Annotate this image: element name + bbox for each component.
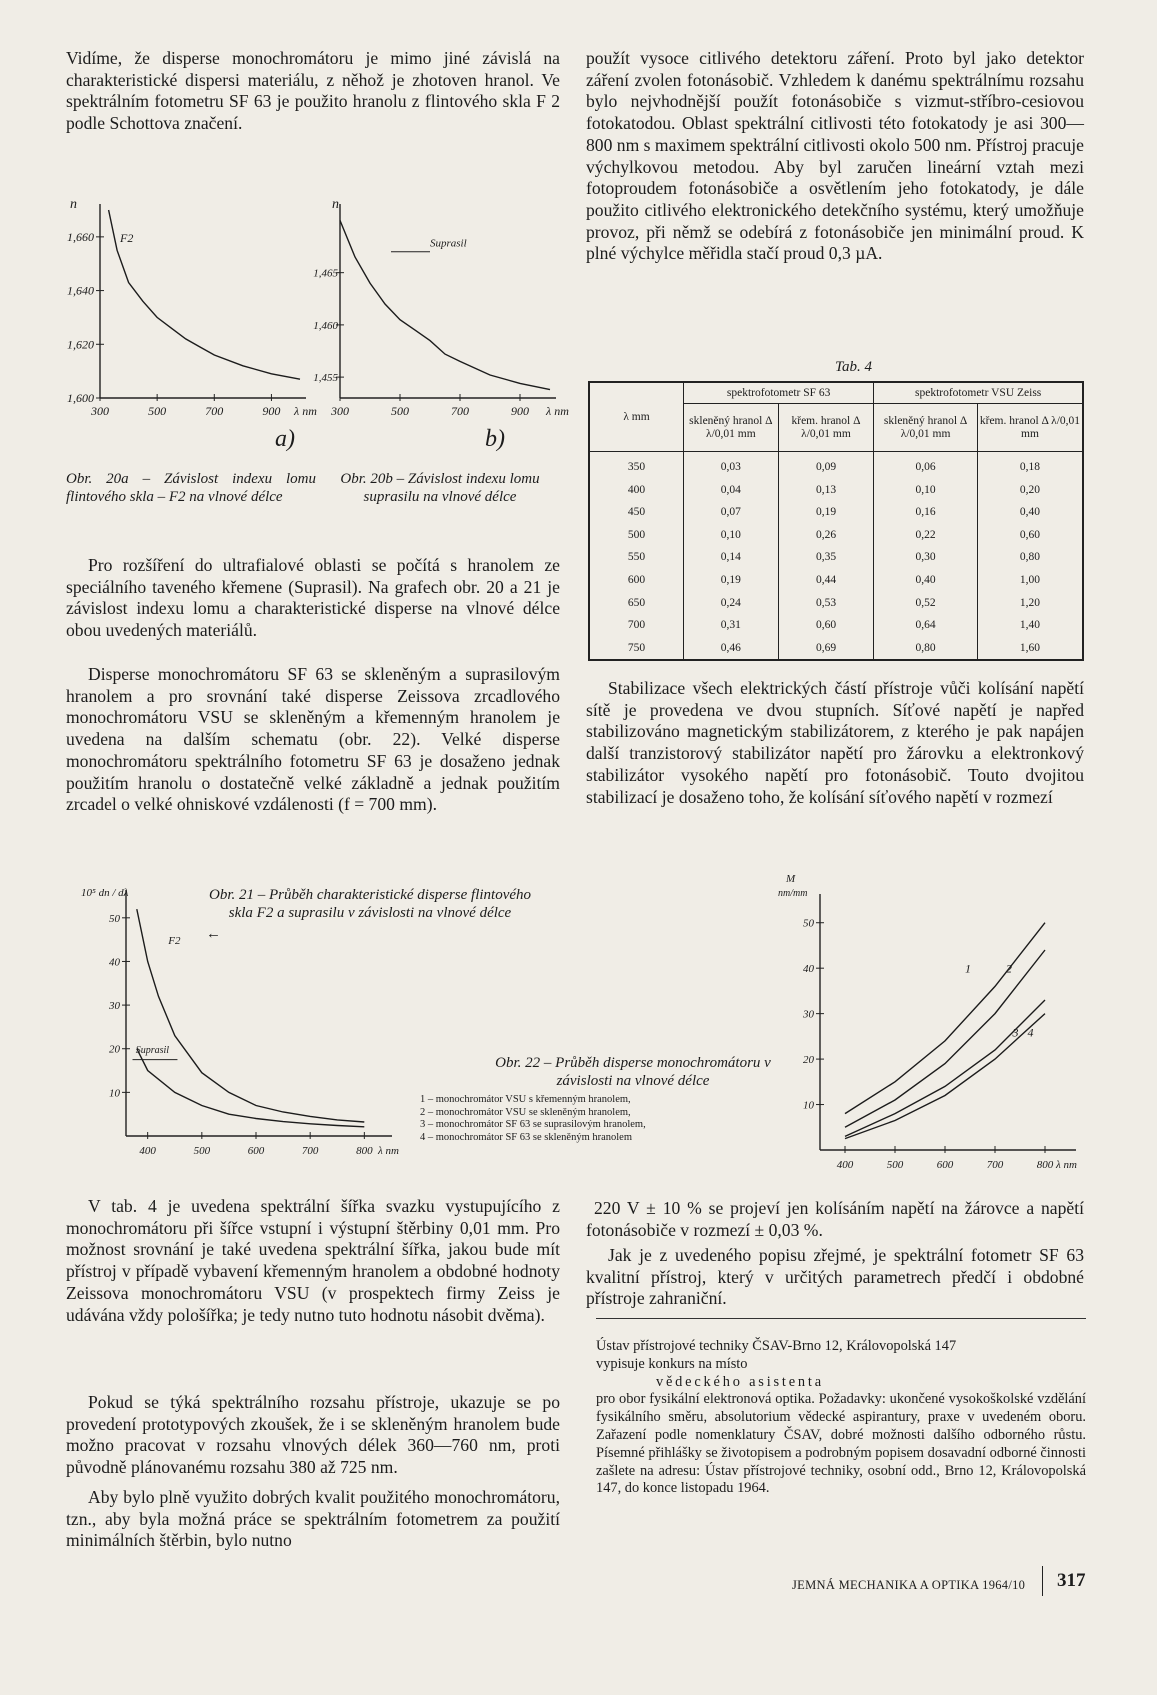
x-tick-label: 800 bbox=[356, 1145, 373, 1157]
table-title: Tab. 4 bbox=[835, 359, 872, 375]
curve-label: 1 bbox=[965, 961, 971, 976]
table-cell: 0,16 bbox=[874, 501, 978, 524]
table-cell: 0,46 bbox=[684, 637, 779, 661]
table-cell: 0,60 bbox=[778, 614, 874, 637]
figure-20b bbox=[300, 190, 580, 452]
series-label: Suprasil bbox=[430, 237, 467, 250]
table-cell: 0,06 bbox=[874, 452, 978, 479]
table-cell: 0,19 bbox=[684, 569, 779, 592]
table-cell: 700 bbox=[589, 614, 684, 637]
x-tick-label: 400 bbox=[139, 1145, 156, 1157]
y-tick-label: 1,620 bbox=[67, 337, 94, 352]
x-tick-label: 800 bbox=[1036, 1159, 1054, 1171]
table-cell: 0,22 bbox=[874, 524, 978, 547]
notice-body: pro obor fysikální elektronová optika. Požadavky: ukončené vysokoškolské vzdělání fysikálního směru, absolutorium vědecké aspirantury, praxe v uvedeném oboru. Zařazení podle nomenklatury ČSAV, dobré možnosti dalšího odborného růstu. Písemné přihlášky se životopisem a podrobným popisem dosavadní odborné činnosti zašlete na adresu: Ústav přístrojové techniky, osobní odd., Brno 12, Královopolská 147, do konce listopadu 1964. bbox=[596, 1391, 1086, 1497]
table-group-vsu: spektrofotometr VSU Zeiss bbox=[874, 382, 1083, 404]
caption-22: Obr. 22 – Průběh disperse monochromátoru v závislosti na vlnové délce bbox=[495, 1055, 771, 1089]
caption-20a: Obr. 20a – Závislost indexu lomu flintového skla – F2 na vlnové délce bbox=[66, 471, 316, 505]
table-cell: 0,60 bbox=[977, 524, 1083, 547]
y-tick-label: 20 bbox=[803, 1054, 814, 1067]
table-cell: 0,13 bbox=[778, 479, 874, 502]
table-cell: 0,69 bbox=[778, 637, 874, 661]
panel-label: b) bbox=[485, 426, 505, 452]
table-cell: 0,40 bbox=[977, 501, 1083, 524]
table-row bbox=[589, 637, 1083, 661]
curve-label: 2 bbox=[1006, 961, 1012, 976]
table-cell: 0,20 bbox=[977, 479, 1083, 502]
x-tick-label: 700 bbox=[451, 404, 469, 418]
y-axis-label: 10⁵ dn / dλ bbox=[81, 887, 129, 899]
table-header: skleněný hranol Δ λ/0,01 mm bbox=[874, 404, 978, 452]
table-header-lambda: λ mm bbox=[589, 382, 684, 452]
y-tick-label: 40 bbox=[803, 963, 814, 976]
table-cell: 0,18 bbox=[977, 452, 1083, 479]
table-row bbox=[589, 501, 1083, 524]
paragraph-detector: použít vysoce citlivého detektoru záření. Proto byl jako detektor záření zvolen fotonásobič. Vzhledem k danému spektrálnímu rozsahu bylo nejvhodnější použít fotonásobiče s vizmut-stříbro-cesiovou fotokatodou. Oblast spektrální citlivosti této fotokatody je asi 300—800 nm s maximem spektrální citlivosti okolo 500 nm. Přístroj pracuje výchylkovou metodou. Aby byl zaručen lineární vztah mezi fotoproudem fotonásobiče a osvětlením jeho fotokatody, je dále použito citlivého elektronického detekčního systému, který umožňuje provoz, při němž se odebírá z fotonásobiče jen minimální proud. K plné výchylce měřidla stačí proud 0,3 µA. bbox=[586, 48, 1084, 264]
y-tick-label: 40 bbox=[109, 956, 120, 969]
table-cell: 0,44 bbox=[778, 569, 874, 592]
x-tick-label: 300 bbox=[91, 404, 109, 418]
table-cell: 0,64 bbox=[874, 614, 978, 637]
paragraph-range: Pokud se týká spektrálního rozsahu přístroje, ukazuje se po provedení prototypových zkoušek, že i se skleněným hranolem bude možno pracovat v rozsahu vlnových délek 360—760 nm, proti původně plánovanému rozsahu 380 až 725 nm. bbox=[66, 1392, 560, 1478]
x-tick-label: 700 bbox=[301, 1145, 319, 1157]
suprasil-curve bbox=[137, 1049, 364, 1127]
paragraph-intro: Vidíme, že disperse monochromátoru je mimo jiné závislá na charakteristické dispersi materiálu, z něhož je zhotoven hranol. Ve spektrálním fotometru SF 63 je použito hranolu z flintového skla F 2 podle Schottova značení. bbox=[66, 48, 560, 134]
panel-label: a) bbox=[275, 426, 295, 452]
table-cell: 0,24 bbox=[684, 592, 779, 615]
legend-item: 1 – monochromátor VSU s křemenným hranolem, bbox=[420, 1094, 631, 1105]
table-cell: 0,07 bbox=[684, 501, 779, 524]
x-tick-label: 600 bbox=[936, 1159, 954, 1171]
y-tick-label: 50 bbox=[109, 912, 120, 925]
table-cell: 0,03 bbox=[684, 452, 779, 479]
x-tick-label: 300 bbox=[331, 404, 349, 418]
footer-journal: JEMNÁ MECHANIKA A OPTIKA 1964/10 bbox=[792, 1578, 1026, 1592]
table-cell: 0,80 bbox=[977, 546, 1083, 569]
table-group-sf63: spektrofotometr SF 63 bbox=[684, 382, 874, 404]
y-tick-label: 1,460 bbox=[313, 319, 338, 332]
table-4 bbox=[588, 381, 1084, 661]
table-row bbox=[589, 614, 1083, 637]
footer-separator bbox=[1042, 1566, 1043, 1596]
y-tick-label: 30 bbox=[109, 1000, 120, 1013]
table-cell: 0,52 bbox=[874, 592, 978, 615]
x-unit-label: λ nm bbox=[294, 404, 317, 418]
legend-item: 3 – monochromátor SF 63 se suprasilovým hranolem, bbox=[420, 1119, 646, 1131]
table-cell: 500 bbox=[589, 524, 684, 547]
table-cell: 0,35 bbox=[778, 546, 874, 569]
page-number: 317 bbox=[1057, 1570, 1086, 1591]
paragraph-conclusion: Jak je z uvedeného popisu zřejmé, je spektrální fotometr SF 63 kvalitní přístroj, který v určitých parametrech předčí i obdobné přístroje zahraniční. bbox=[586, 1245, 1084, 1309]
paragraph-stabilization: Stabilizace všech elektrických částí přístroje vůči kolísání napětí sítě je provedena ve dvou stupních. Síťové napětí je napřed stabilizováno magnetickým stabilizátorem, z kterého je pak napájen další tranzistorový stabilizátor napětí pro žárovku a elektronkový stabilizátor vysokého napětí pro fotonásobič. Touto dvojitou stabilizací je dosaženo toho, že kolísání síťového napětí v rozmezí bbox=[586, 678, 1084, 807]
figure-22 bbox=[760, 870, 1090, 1170]
table-cell: 0,04 bbox=[684, 479, 779, 502]
curve-label: 3 bbox=[1012, 1025, 1019, 1040]
paragraph-disperse: Disperse monochromátoru SF 63 se skleněným a suprasilovým hranolem a pro srovnání také disperse Zeissova zrcadlového monochromátoru VSU se skleněným a křemenným hranolem je uvedena na dalším schematu (obr. 22). Velké disperse monochromátoru spektrálního fotometru SF 63 je dosaženo jednak použitím hranolu o dostatečně velké základně a jednak použitím zrcadel o velké ohniskové vzdálenosti (f = 700 mm). bbox=[66, 664, 560, 815]
figure-22-legend bbox=[420, 1094, 760, 1144]
table-cell: 0,14 bbox=[684, 546, 779, 569]
y-tick-label: 20 bbox=[109, 1043, 120, 1056]
y-tick-label: 30 bbox=[803, 1008, 814, 1021]
y-axis-label: n bbox=[332, 197, 339, 212]
caption-20b: Obr. 20b – Závislost indexu lomu suprasilu na vlnové délce bbox=[340, 471, 540, 505]
table-cell: 0,10 bbox=[684, 524, 779, 547]
y-tick-label: 10 bbox=[803, 1099, 814, 1112]
table-cell: 650 bbox=[589, 592, 684, 615]
x-unit-label: λ nm bbox=[1056, 1159, 1077, 1171]
table-cell: 0,09 bbox=[778, 452, 874, 479]
figure-20a bbox=[60, 190, 320, 452]
y-tick-label: 10 bbox=[109, 1087, 120, 1100]
table-cell: 750 bbox=[589, 637, 684, 661]
y-axis-symbol: M bbox=[786, 873, 796, 885]
table-cell: 0,80 bbox=[874, 637, 978, 661]
y-tick-label: 50 bbox=[803, 917, 814, 930]
y-tick-label: 1,600 bbox=[67, 391, 94, 405]
table-cell: 1,40 bbox=[977, 614, 1083, 637]
table-cell: 0,53 bbox=[778, 592, 874, 615]
legend-item: 2 – monochromátor VSU se skleněným hranolem, bbox=[420, 1106, 631, 1118]
table-cell: 0,30 bbox=[874, 546, 978, 569]
table-cell: 0,26 bbox=[778, 524, 874, 547]
table-cell: 1,20 bbox=[977, 592, 1083, 615]
x-tick-label: 700 bbox=[205, 404, 224, 418]
x-tick-label: 400 bbox=[836, 1159, 854, 1171]
series-3-curve bbox=[845, 1000, 1045, 1136]
table-cell: 600 bbox=[589, 569, 684, 592]
table-row bbox=[589, 452, 1083, 479]
table-row bbox=[589, 592, 1083, 615]
y-axis-label: n bbox=[70, 197, 77, 212]
table-row bbox=[589, 524, 1083, 547]
table-header: skleněný hranol Δ λ/0,01 mm bbox=[684, 404, 779, 452]
table-cell: 0,31 bbox=[684, 614, 779, 637]
legend-item: 4 – monochromátor SF 63 se skleněným hranolem bbox=[420, 1131, 633, 1143]
paragraph-suprasil: Pro rozšíření do ultrafialové oblasti se počítá s hranolem ze speciálního taveného křemene (Suprasil). Na grafech obr. 20 a 21 je závislost indexu lomu a charakteristické disperse na vlnové délce obou uvedených materiálů. bbox=[66, 555, 560, 641]
notice-institute: Ústav přístrojové techniky ČSAV-Brno 12, Královopolská 147 bbox=[596, 1338, 957, 1354]
y-axis-label: nm/mm bbox=[778, 888, 808, 899]
x-tick-label: 500 bbox=[148, 404, 167, 418]
table-cell: 450 bbox=[589, 501, 684, 524]
x-tick-label: 600 bbox=[247, 1145, 265, 1157]
series-label: F2 bbox=[168, 935, 181, 947]
x-tick-label: 700 bbox=[986, 1159, 1004, 1171]
table-cell: 1,00 bbox=[977, 569, 1083, 592]
notice-position: vědeckého asistenta bbox=[656, 1373, 824, 1390]
x-unit-label: λ nm bbox=[378, 1145, 399, 1157]
table-header: křem. hranol Δ λ/0,01 mm bbox=[778, 404, 874, 452]
notice-rule bbox=[596, 1318, 1086, 1319]
x-tick-label: 500 bbox=[886, 1159, 904, 1171]
table-cell: 350 bbox=[589, 452, 684, 479]
x-tick-label: 900 bbox=[262, 404, 281, 418]
x-tick-label: 500 bbox=[391, 404, 409, 418]
table-cell: 1,60 bbox=[977, 637, 1083, 661]
table-row bbox=[589, 546, 1083, 569]
paragraph-voltage: 220 V ± 10 % se projeví jen kolísáním napětí na žárovce a napětí fotonásobiče v rozmezí ± 0,03 %. bbox=[586, 1198, 1084, 1240]
series-label: Suprasil bbox=[135, 1045, 170, 1057]
table-cell: 400 bbox=[589, 479, 684, 502]
x-tick-label: 900 bbox=[511, 404, 529, 418]
curve-label: 4 bbox=[1027, 1025, 1034, 1040]
y-tick-label: 1,660 bbox=[67, 229, 94, 244]
caption-21-arrow: ← bbox=[206, 926, 221, 942]
y-tick-label: 1,455 bbox=[313, 372, 338, 385]
table-cell: 0,19 bbox=[778, 501, 874, 524]
paragraph-tab4: V tab. 4 je uvedena spektrální šířka svazku vystupujícího z monochromátoru při šířce vstupní i výstupní štěrbiny 0,01 mm. Pro možnost srovnání je také uvedena spektrální šířka, jakou bude mít přístroj v případě vybavení křemenným hranolem a obdobné hodnoty Zeissova monochromátoru VSU (v prospektech firmy Zeiss je udávána vždy pološířka; je tedy nutno tuto hodnotu násobit dvěma). bbox=[66, 1196, 560, 1325]
x-unit-label: λ nm bbox=[546, 404, 569, 418]
table-row bbox=[589, 479, 1083, 502]
y-tick-label: 1,640 bbox=[67, 283, 94, 298]
table-cell: 0,10 bbox=[874, 479, 978, 502]
table-cell: 0,40 bbox=[874, 569, 978, 592]
x-tick-label: 500 bbox=[193, 1145, 211, 1157]
table-header: křem. hranol Δ λ/0,01 mm bbox=[977, 404, 1083, 452]
series-1-curve bbox=[845, 923, 1045, 1114]
table-cell: 550 bbox=[589, 546, 684, 569]
y-tick-label: 1,465 bbox=[313, 267, 338, 280]
caption-21: Obr. 21 – Průběh charakteristické disperse flintového skla F2 a suprasilu v závislosti na vlnové délce bbox=[208, 887, 532, 921]
table-row bbox=[589, 569, 1083, 592]
f2-curve bbox=[109, 210, 300, 379]
job-notice bbox=[596, 1338, 1086, 1498]
notice-announcement: vypisuje konkurs na místo bbox=[596, 1355, 748, 1372]
paragraph-minimal-slits: Aby bylo plně využito dobrých kvalit použitého monochromátoru, tzn., aby byla možná práce se spektrálním fotometrem za použití minimálních štěrbin, bylo nutno bbox=[66, 1487, 560, 1551]
series-label: F2 bbox=[120, 231, 134, 246]
